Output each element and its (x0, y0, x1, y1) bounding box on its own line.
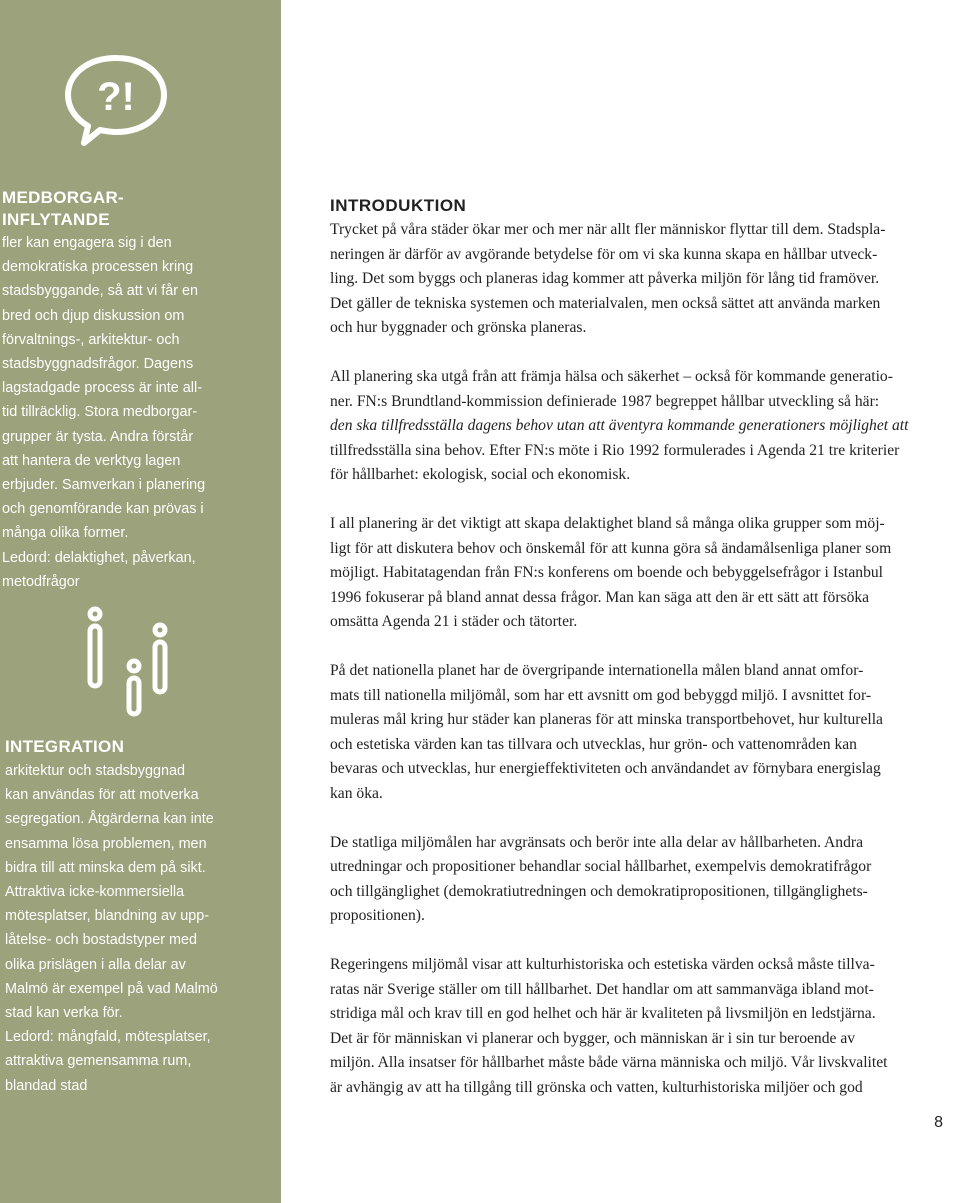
section-body-line: stadsbyggnadsfrågor. Dagens (2, 356, 194, 373)
section-title (2, 187, 278, 231)
paragraph-line: och hur byggnader och grönska planeras. (330, 319, 587, 336)
section-body-line: metodfrågor (2, 573, 80, 590)
paragraph-line: Det gäller de tekniska systemen och materialvalen, men också sättet att använda marken (330, 294, 881, 312)
paragraph-line: och tillgänglighet (demokratiutredningen och demokratipropositionen, tillgänglighets- (330, 882, 868, 900)
section-body (2, 231, 278, 594)
section-body-line: lagstadgade process är inte all- (2, 380, 202, 397)
section-body-line: demokratiska processen kring (2, 259, 194, 276)
section-body-line: arkitektur och stadsbyggnad (5, 763, 185, 779)
section-body-line: erbjuder. Samverkan i planering (2, 477, 206, 494)
paragraph-line: ling. Det som byggs och planeras idag kommer att påverka miljön för lång tid framöver. (330, 270, 880, 287)
section-body-line: och genomförande kan prövas i (2, 501, 204, 518)
paragraph-line: mats till nationella miljömål, som har ett avsnitt om god bebyggd miljö. I avsnittet for- (330, 686, 872, 704)
section-body (5, 759, 278, 1098)
section-title-line: MEDBORGAR- (2, 188, 124, 207)
paragraph-line: tillfredsställa sina behov. Efter FN:s möte i Rio 1992 formulerades i Agenda 21 tre kriterier (330, 441, 900, 459)
paragraph-line: ligt för att diskutera behov och önskemål för att kunna göra så ändamålsenliga planer som (330, 539, 892, 557)
section-body-line: låtelse- och bostadstyper med (5, 932, 197, 949)
section-body-line: ensamma lösa problemen, men (5, 835, 207, 852)
section-title: INTEGRATION (5, 737, 125, 756)
paragraph-line: ratas när Sverige ställer om till hållbarhet. Det handlar om att sammanväga ibland mot- (330, 980, 874, 998)
paragraph (330, 365, 960, 488)
paragraph-line: 1996 fokuserar på bland annat dessa frågor. Man kan säga att den är ett sätt att försöka (330, 588, 870, 606)
section-body-line: tid tillräcklig. Stora medborgar- (2, 404, 198, 421)
paragraph-line: Trycket på våra städer ökar mer och mer när allt fler människor flyttar till dem. Stadspla- (330, 221, 886, 238)
people-icon (80, 604, 180, 722)
section-body-line: många olika former. (2, 525, 129, 542)
speech-bubble-icon (62, 52, 170, 148)
section-title-line: INFLYTANDE (2, 210, 110, 229)
section-body-line: fler kan engagera sig i den (2, 235, 172, 251)
section-body-line: stadsbyggande, så att vi får en (2, 283, 198, 300)
paragraph-line: är avhängig av att ha tillgång till grönska och vatten, kulturhistoriska miljöer och god (330, 1078, 863, 1096)
paragraph-line: Det är för människan vi planerar och bygger, och människan är i sin tur beroende av (330, 1029, 856, 1047)
section-body-line: Ledord: mångfald, mötesplatser, (5, 1029, 211, 1046)
paragraph (330, 953, 960, 1100)
sidebar-section-integration (5, 735, 278, 1098)
sidebar-section-medborgarinflytande (2, 187, 278, 594)
section-body-line: attraktiva gemensamma rum, (5, 1053, 192, 1070)
paragraph-line: ner. FN:s Brundtland-kommission definierade 1987 begreppet hållbar utveckling så här: (330, 392, 880, 410)
page-number: 8 (934, 1114, 943, 1131)
paragraph-line: kan öka. (330, 784, 383, 802)
paragraph-line: stridiga mål och krav till en god helhet och här är kvaliteten på livsmiljön en ledstjärna. (330, 1005, 876, 1022)
paragraph-line: muleras mål kring hur städer kan planeras för att minska transportbehovet, hur kulturella (330, 711, 883, 728)
paragraph-line: I all planering är det viktigt att skapa delaktighet bland så många olika grupper som möj- (330, 515, 885, 532)
paragraph-line: De statliga miljömålen har avgränsats och berör inte alla delar av hållbarheten. Andra (330, 833, 864, 851)
paragraph-line: utredningar och propositioner behandlar social hållbarhet, exempelvis demokratifrågor (330, 858, 872, 875)
paragraph-line: omsätta Agenda 21 i städer och tätorter. (330, 613, 578, 630)
paragraph (330, 659, 960, 806)
paragraph (330, 512, 960, 635)
paragraph-line (330, 414, 960, 439)
section-body-line: bred och djup diskussion om (2, 307, 185, 324)
section-body-line: Malmö är exempel på vad Malmö (5, 980, 218, 997)
section-body-line: mötesplatser, blandning av upp- (5, 908, 209, 925)
paragraph-line: propositionen). (330, 907, 425, 924)
icon-text: ?! (97, 75, 135, 119)
section-body-line: stad kan verka för. (5, 1005, 123, 1022)
paragraph-line: På det nationella planet har de övergripande internationella målen bland annat omfor- (330, 662, 864, 679)
paragraph-line: för hållbarhet: ekologisk, social och ekonomisk. (330, 466, 631, 483)
paragraph-line: Regeringens miljömål visar att kulturhistoriska och estetiska värden också måste tillva- (330, 956, 875, 973)
section-body-line: grupper är tysta. Andra förstår (2, 428, 194, 445)
paragraph-line: och estetiska värden kan tas tillvara och utvecklas, hur grön- och vattenområden kan (330, 735, 857, 753)
section-body-line: olika prislägen i alla delar av (5, 956, 186, 973)
section-body-line: kan användas för att motverka (5, 787, 199, 804)
section-body-line: bidra till att minska dem på sikt. (5, 859, 206, 876)
paragraph (330, 218, 960, 341)
paragraph-line: neringen är därför av avgörande betydelse för om vi ska kunna skapa en hållbar utveck- (330, 245, 878, 263)
section-body-line: att hantera de verktyg lagen (2, 452, 181, 469)
section-body-line: Ledord: delaktighet, påverkan, (2, 549, 196, 566)
section-body-line: förvaltnings-, arkitektur- och (2, 331, 180, 348)
quote-text: den ska tillfredsställa dagens behov utan att äventyra kommande generationers möjlighet att (330, 417, 909, 434)
main-heading: INTRODUKTION (330, 196, 467, 215)
section-body-line: Attraktiva icke-kommersiella (5, 884, 185, 901)
paragraph-line: All planering ska utgå från att främja hälsa och säkerhet – också för kommande generatio- (330, 368, 893, 385)
main-content (330, 190, 960, 1125)
section-body-line: segregation. Åtgärderna kan inte (5, 811, 214, 828)
paragraph-line: möjligt. Habitatagendan från FN:s konferens om boende och bebyggelsefrågor i Istanbul (330, 564, 883, 581)
paragraph (330, 831, 960, 929)
section-body-line: blandad stad (5, 1077, 88, 1094)
paragraph-line: miljön. Alla insatser för hållbarhet måste både värna människa och miljö. Vår livskvalitet (330, 1054, 888, 1071)
paragraph-line: bevaras och utvecklas, hur energieffektiviteten och användandet av förnybara energislag (330, 760, 881, 777)
sidebar (0, 0, 281, 1203)
